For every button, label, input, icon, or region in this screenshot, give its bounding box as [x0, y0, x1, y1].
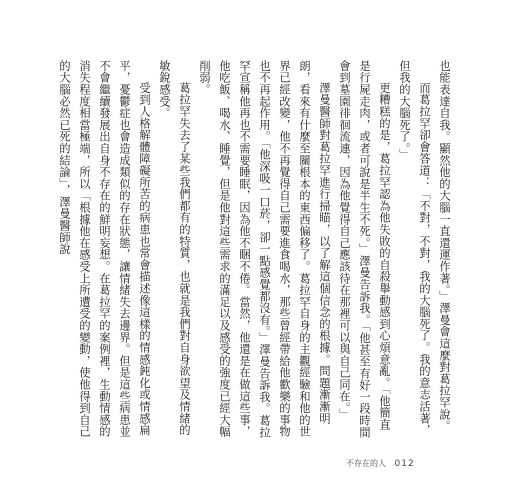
paragraph: 也能表達自我。顯然他的大腦一直還運作著。」澤曼會這麼對葛拉罕說。: [438, 60, 451, 432]
paragraph: 受到人格解體障礙所苦的病患也常會描述像這樣的情感鈍化或情感扁平，憂鬱症也會造成類似的存在狀態，讓情緒失去邊界。但是這些病患並不會繼續發展出自身不存在的鮮明妄想。在葛拉罕的案例裡，生動情感的消失程度相當極端，所以「根據他在感受上所遭受的變動，使他得到自己的大腦必然已死的結論」，澤曼醫師說: [58, 60, 151, 438]
paragraph: 而葛拉罕卻會答道：「不對，不對，我的大腦死了。我的意志活著，但我的大腦死了。」: [398, 60, 431, 437]
page-footer: [346, 458, 415, 469]
running-title: 不存在的人: [346, 459, 386, 468]
paragraph: 澤曼醫師對葛拉罕進行掃瞄，以了解這個信念的根據。問題漸漸明朗，看來有什麼至關根本的東西偏移了。葛拉罕自身的主觀經驗和他的世界已經改變，他不再覺得自己需要進食喝水，那些曾經帶給他歡樂的事物也不再起作用。「他深吸一口菸，卻一點感覺都沒有。」澤曼告訴我。葛拉罕宣稱他再也不需要睡眠，因為他不睏不倦。當然，他還是在做這些事，他吃飯、喝水、睡覺，但是他對這些需求的滿足以及感受的強度已經大幅削弱。: [198, 60, 331, 439]
paragraph: 葛拉罕失去了某些我們都有的特質，也就是我們對自身欲望及情緒的敏銳感受。: [158, 60, 191, 437]
body-text: [58, 60, 454, 442]
page-number: 012: [394, 459, 415, 469]
paragraph: 更糟糕的是，葛拉罕認為他失敗的自殺舉動感到心煩意亂。「他簡直是行屍走肉，或者可說是半生不死。」澤曼告訴我。「他甚至有好一段時間會到墓園徘徊流連，因為他覺得自己應該待在那裡可以與自己同在。」: [338, 60, 391, 439]
